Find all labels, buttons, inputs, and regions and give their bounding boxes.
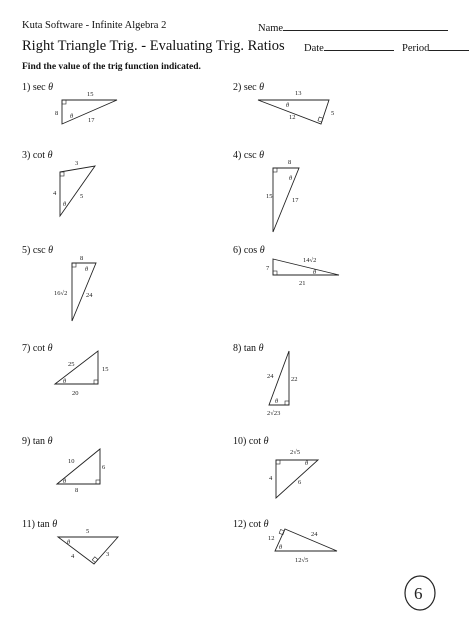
date-field[interactable] [304, 40, 394, 54]
angle-label: θ [313, 269, 317, 276]
angle-label: θ [85, 266, 89, 273]
problem-6 [233, 245, 463, 340]
software-credit: Kuta Software - Infinite Algebra 2 [22, 20, 167, 31]
side-label: 24 [267, 373, 274, 380]
triangle-diagram [22, 436, 142, 496]
side-label: 4 [53, 190, 57, 197]
side-label: 4 [269, 475, 273, 482]
date-label: Date [304, 43, 324, 54]
angle-label: θ [63, 478, 67, 485]
side-label: 12 [289, 114, 296, 121]
side-label: 3 [75, 160, 79, 167]
name-line [283, 20, 448, 31]
side-label: 3 [106, 551, 110, 558]
side-label: 2√5 [290, 449, 301, 456]
handwritten-score-circle [400, 573, 440, 613]
angle-label: θ [275, 398, 279, 405]
side-label: 5 [86, 528, 90, 535]
problem-11 [22, 519, 252, 614]
problem-label: 9) tan θ [22, 436, 53, 447]
problem-label: 10) cot θ [233, 436, 269, 447]
side-label: 12√5 [295, 557, 309, 564]
side-label: 8 [288, 159, 292, 166]
side-label: 8 [55, 110, 59, 117]
side-label: 24 [311, 531, 318, 538]
side-label: 5 [80, 193, 84, 200]
side-label: 13 [295, 90, 302, 97]
handwritten-score: 6 [414, 584, 423, 603]
side-label: 14√2 [303, 257, 317, 264]
problem-label: 1) sec θ [22, 82, 54, 93]
side-label: 12 [268, 535, 275, 542]
period-field[interactable] [402, 40, 469, 54]
side-label: 25 [68, 361, 75, 368]
triangle-diagram [22, 82, 142, 142]
side-label: 8 [80, 255, 84, 262]
period-label: Period [402, 43, 430, 54]
triangle-diagram [233, 343, 353, 423]
problem-label: 8) tan θ [233, 343, 264, 354]
triangle-diagram [233, 82, 353, 142]
problem-5 [22, 245, 252, 340]
side-label: 10 [68, 458, 75, 465]
angle-label: θ [70, 113, 74, 120]
side-label: 16√2 [54, 290, 68, 297]
side-label: 5 [331, 110, 335, 117]
side-label: 21 [299, 280, 306, 287]
problem-label: 4) csc θ [233, 150, 265, 161]
angle-label: θ [63, 201, 67, 208]
period-line [429, 40, 469, 51]
problem-label: 3) cot θ [22, 150, 53, 161]
triangle-diagram [233, 519, 353, 579]
triangle-diagram [233, 436, 353, 506]
side-label: 15 [266, 193, 273, 200]
problem-label: 5) csc θ [22, 245, 54, 256]
side-label: 4 [71, 553, 75, 560]
side-label: 24 [86, 292, 93, 299]
problem-10 [233, 436, 463, 531]
side-label: 17 [292, 197, 299, 204]
problem-label: 2) sec θ [233, 82, 265, 93]
triangle-diagram [233, 245, 353, 305]
side-label: 22 [291, 376, 298, 383]
problem-label: 6) cos θ [233, 245, 265, 256]
angle-label: θ [67, 539, 71, 546]
name-label: Name [258, 23, 284, 34]
side-label: 2√23 [267, 410, 281, 417]
problem-4 [233, 150, 463, 245]
problem-label: 11) tan θ [22, 519, 58, 530]
angle-label: θ [63, 378, 67, 385]
problem-7 [22, 343, 252, 438]
triangle-diagram [22, 245, 142, 325]
angle-label: θ [305, 460, 309, 467]
triangle-diagram [22, 519, 142, 579]
side-label: 15 [87, 91, 94, 98]
problem-8 [233, 343, 463, 438]
name-field[interactable] [258, 20, 448, 34]
angle-label: θ [286, 102, 290, 109]
problem-label: 7) cot θ [22, 343, 53, 354]
problem-label: 12) cot θ [233, 519, 269, 530]
problem-3 [22, 150, 252, 245]
triangle-diagram [22, 343, 142, 403]
triangle-diagram [22, 150, 142, 220]
side-label: 17 [88, 117, 95, 124]
side-label: 8 [75, 487, 79, 494]
instructions: Find the value of the trig function indicated. [22, 62, 201, 72]
side-label: 6 [102, 464, 106, 471]
triangle-diagram [233, 150, 353, 245]
angle-label: θ [289, 175, 293, 182]
side-label: 20 [72, 390, 79, 397]
problem-9 [22, 436, 252, 531]
date-line [324, 40, 394, 51]
angle-label: θ [279, 544, 283, 551]
side-label: 6 [298, 479, 302, 486]
worksheet-title: Right Triangle Trig. - Evaluating Trig. Ratios [22, 38, 285, 54]
side-label: 7 [266, 265, 270, 272]
side-label: 15 [102, 366, 109, 373]
